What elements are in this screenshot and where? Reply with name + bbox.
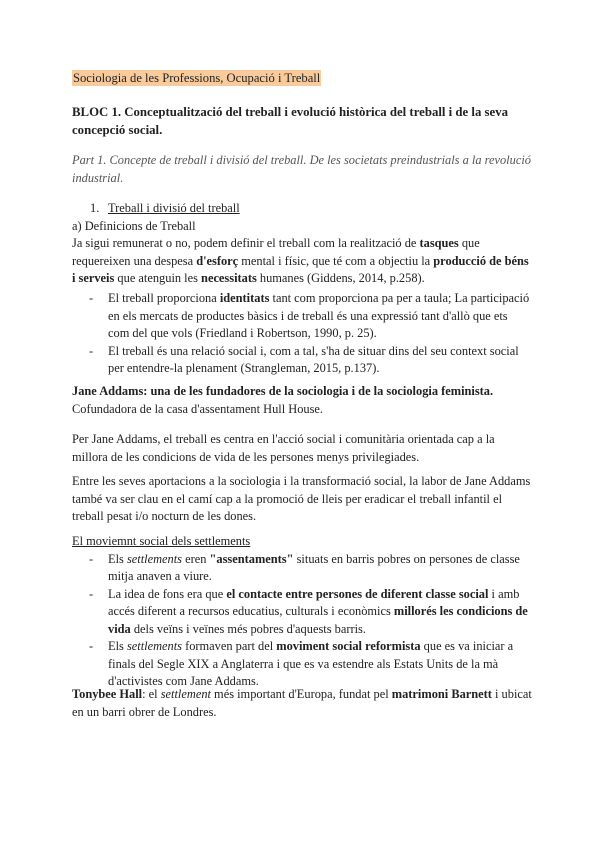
list-item: [72, 343, 532, 378]
toynbee-paragraph: [72, 686, 532, 721]
list-item: [72, 586, 532, 639]
text-run: tant com proporciona pa per a taula; La participació en els mercats de productes bàsics i de treball és una expressió tant d'allò que ets com del que vols (Friedland i Robertson, 1990, p. 25).: [108, 291, 530, 340]
document-title: [72, 70, 532, 88]
section-title: Treball i divisió del treball: [108, 201, 240, 215]
text-run: formaven part del: [182, 639, 277, 653]
addams-heading: Jane Addams: una de les fundadores de la sociologia i de la sociologia feminista.: [72, 384, 494, 398]
bold-run: identitats: [219, 291, 270, 305]
list-item: [72, 290, 532, 343]
text-run: que es va iniciar a finals del Segle XIX a Anglaterra i que es va estendre als Estats Units de la mà d'activistes com Jane Addams.: [108, 639, 514, 688]
part-heading: Part 1. Concepte de treball i divisió del treball. De les societats preindustrials a la revolució industrial.: [72, 153, 531, 185]
addams-section: [72, 383, 532, 418]
italic-run: settlement: [160, 687, 211, 701]
bold-run: necessitats: [201, 271, 257, 285]
addams-paragraph-2: Entre les seves aportacions a la sociologia i la transformació social, la labor de Jane Addams també va ser clau en el camí cap a la promoció de lleis per eradicar el treball infantil el treball pesat i/o nocturn de les dones.: [72, 474, 531, 523]
bold-run: el contacte entre persones de diferent classe social: [226, 586, 489, 601]
text-run: El treball proporciona: [108, 291, 220, 305]
bold-run: d'esforç: [196, 253, 239, 268]
section-1: [72, 200, 532, 288]
list-item: [72, 638, 532, 691]
bold-run: tasques: [419, 236, 459, 250]
text-run: humanes (Giddens, 2014, p.258).: [256, 271, 425, 285]
bloc-heading: BLOC 1. Conceptualització del treball i evolució històrica del treball i de la seva concepció social.: [72, 105, 509, 137]
italic-run: settlements: [126, 639, 182, 653]
text-run: i amb accés diferent a recursos educatius, culturals i econòmics: [108, 586, 520, 618]
text-run: i ubicat en un barri obrer de Londres.: [72, 687, 532, 719]
bold-run: "assentaments": [209, 551, 294, 566]
text-run: mental i físic, que té com a objectiu la: [238, 253, 434, 268]
bold-run: Tonybee Hall: [72, 687, 143, 701]
text-run: Els: [108, 551, 127, 566]
definition-bullets: [72, 290, 532, 378]
text-run: El treball és una relació social i, com a tal, s'ha de situar dins del seu context social per entendre-la plenament (Strangleman, 2015, p.137).: [108, 343, 519, 375]
section-1-heading: [72, 200, 532, 218]
text-run: : el: [142, 687, 161, 701]
text-run: que atenguin les: [114, 271, 202, 285]
text-run: La idea de fons era que: [108, 586, 227, 601]
settlements-section: [72, 533, 532, 691]
text-run: Els: [108, 639, 127, 653]
section-subheading: a) Definicions de Treball: [72, 218, 196, 233]
list-item: [72, 551, 532, 586]
text-run: situats en barris pobres on persones de classe mitja anaven a viure.: [108, 551, 520, 583]
italic-run: settlements: [126, 551, 182, 566]
text-run: dels veïns i veïnes més pobres d'aquests barris.: [130, 621, 366, 636]
addams-subline: Cofundadora de la casa d'assentament Hull House.: [72, 401, 324, 416]
text-run: més important d'Europa, fundat pel: [210, 687, 392, 701]
work-definition: [72, 235, 532, 288]
bold-run: matrimoni Barnett: [391, 687, 492, 701]
bold-run: millorés les condicions de vida: [108, 604, 528, 636]
text-run: que requereixen una despesa: [72, 236, 480, 268]
title-highlight: Sociologia de les Professions, Ocupació i Treball: [73, 71, 321, 85]
bold-run: producció de béns i serveis: [72, 253, 529, 285]
bold-run: moviment social reformista: [276, 639, 421, 653]
section-number: 1.: [90, 201, 100, 215]
text-run: eren: [182, 551, 210, 566]
text-run: Ja sigui remunerat o no, podem definir el treball com la realització de: [72, 236, 420, 250]
addams-paragraph-1: Per Jane Addams, el treball es centra en l'acció social i comunitària orientada cap a la millora de les condicions de vida de les persones menys privilegiades.: [72, 432, 495, 464]
settlements-heading: El moviemnt social dels settlements: [72, 534, 251, 548]
